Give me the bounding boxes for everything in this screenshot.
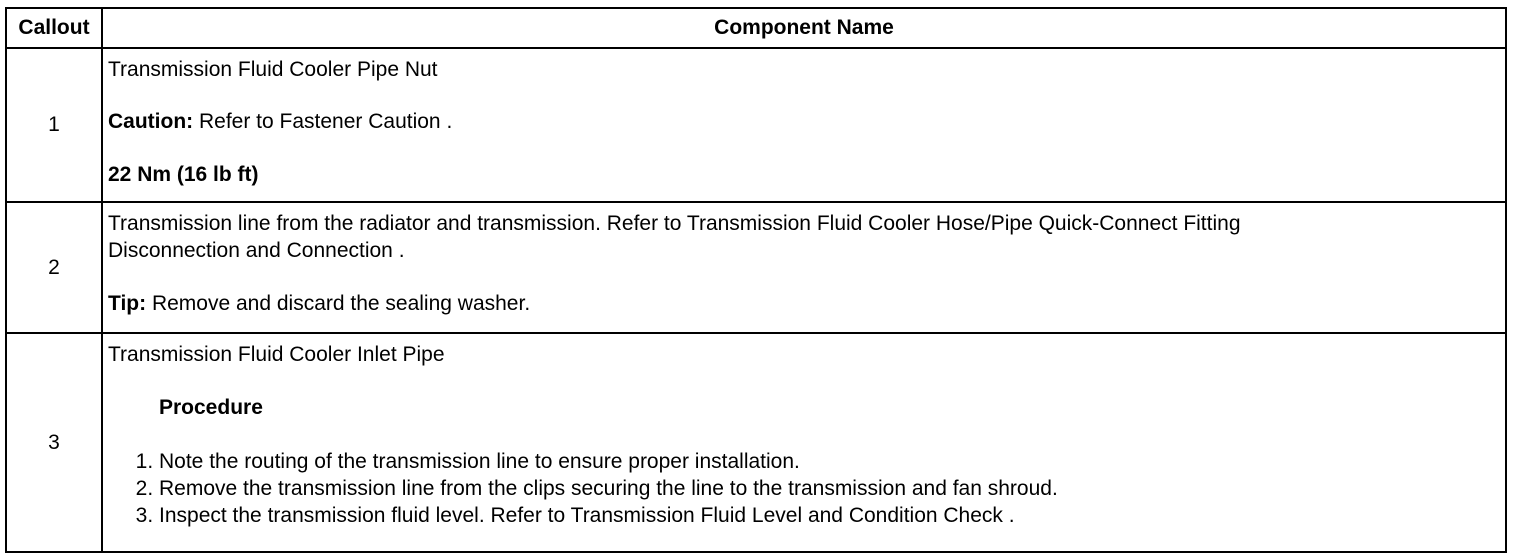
- procedure-step: 1. Note the routing of the transmission line to ensure proper installation.: [159, 448, 1499, 475]
- table-header-row: [6, 8, 1506, 48]
- callout-number: 2: [6, 202, 102, 333]
- tip-text: Remove and discard the sealing washer.: [146, 291, 531, 315]
- caution-text: Refer to Fastener Caution .: [193, 110, 453, 134]
- torque-value: 22 Nm (16 lb ft): [108, 162, 259, 186]
- component-title: Transmission Fluid Cooler Inlet Pipe: [108, 343, 445, 366]
- callout-table: [5, 7, 1507, 553]
- component-text-line: Transmission line from the radiator and transmission. Refer to Transmission Fluid Cooler Hose/Pipe Quick-Connect Fitting: [108, 212, 1241, 235]
- component-description: [102, 202, 1506, 333]
- callout-number: 3: [6, 333, 102, 552]
- procedure-heading: Procedure: [159, 396, 263, 420]
- caution-label: Caution:: [108, 110, 194, 134]
- tip-label: Tip:: [108, 291, 147, 315]
- tip-note: [108, 290, 1499, 317]
- callout-column-header: Callout: [6, 8, 102, 48]
- component-description: [102, 48, 1506, 202]
- procedure-steps: [108, 448, 1499, 530]
- table-row: [6, 202, 1506, 333]
- callout-number: 1: [6, 48, 102, 202]
- component-description: [102, 333, 1506, 552]
- component-text-line: Disconnection and Connection .: [108, 239, 405, 263]
- torque-spec: [108, 161, 1499, 188]
- procedure-step: 2. Remove the transmission line from the clips securing the line to the transmission and fan shroud.: [159, 475, 1499, 502]
- caution-note: [108, 108, 1499, 135]
- procedure-step: 3. Inspect the transmission fluid level. Refer to Transmission Fluid Level and Condition Check .: [159, 502, 1499, 529]
- table-row: [6, 48, 1506, 202]
- component-name-column-header: Component Name: [102, 8, 1506, 48]
- table-row: [6, 333, 1506, 552]
- component-title: Transmission Fluid Cooler Pipe Nut: [108, 58, 438, 81]
